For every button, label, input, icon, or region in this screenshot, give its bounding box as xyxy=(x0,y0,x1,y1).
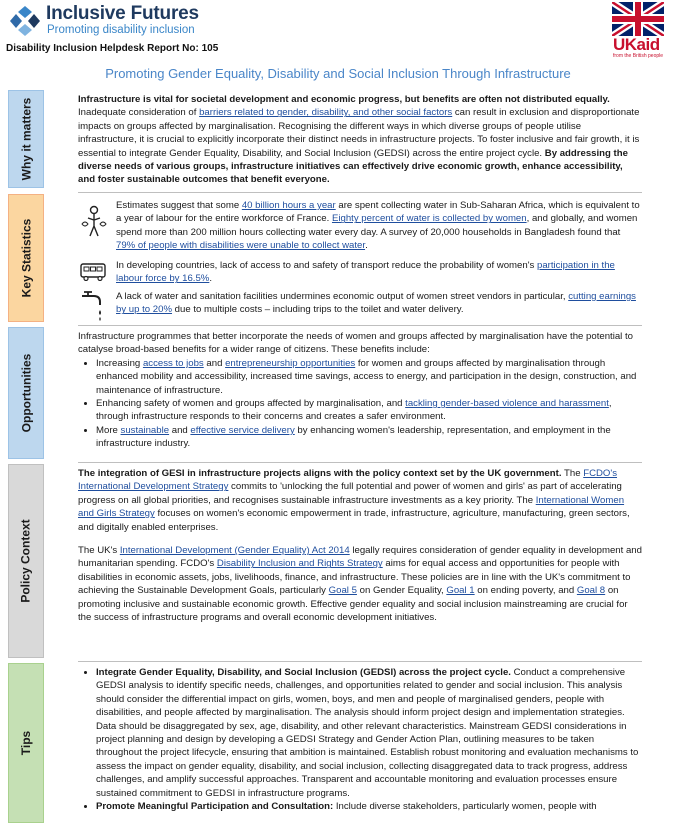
tab-opportunities xyxy=(8,327,44,459)
water-collector-icon xyxy=(80,204,108,238)
link-disability-rights-strategy[interactable]: Disability Inclusion and Rights Strategy xyxy=(216,558,383,570)
section-divider xyxy=(78,325,642,326)
list-item: • Promote Meaningful Participation and Consultation: Include diverse stakeholders, particularly women, people with xyxy=(96,800,642,811)
tab-policy-context xyxy=(8,464,44,658)
link-79-percent[interactable]: 79% of people with disabilities were unable to collect water xyxy=(116,240,366,252)
page-header xyxy=(0,0,676,60)
link-fcdo-strategy[interactable]: FCDO's International Development Strategy xyxy=(78,468,618,493)
link-effective-service-delivery[interactable]: effective service delivery xyxy=(190,424,295,436)
list-item: • Enhancing safety of women and groups affected by marginalisation, and tackling gender-based violence and harassment, through infrastructure responds to their concerns and creates a safer environment. xyxy=(96,397,642,424)
link-goal-1[interactable]: Goal 1 xyxy=(446,585,475,597)
list-item: • Integrate Gender Equality, Disability, and Social Inclusion (GEDSI) across the project cycle. Conduct a comprehensive GEDSI analysis to identify specific needs, challenges, and opportunities related to gender and social inclusion. This analysis should consider the differential impact on girls, women, boys, and men and people of marginalised genders, people with disabilities, and people affected by marginalisation. The analysis should inform project design and implementation strategies. Data should be disaggregated by sex, age, disability, and other relevant characteristics. Mainstream GEDSI considerations in project planning and design by developing a GEDSI Strategy and Gender Action Plan, outlining measures to be taken throughout the project lifecycle, ensuring that ambition is maintained. Establish robust monitoring and evaluation mechanisms to assess the impact on gender equality, disability, and social inclusion, collecting disaggregated data to track progress, address challenges, and amplify successful approaches. Transparent and accountable monitoring and evaluation processes ensure sustained commitment to GEDSI in infrastructure programs. xyxy=(96,666,642,800)
link-cutting-earnings-20[interactable]: cutting earnings by up to 20% xyxy=(116,291,636,316)
link-40-billion-hours[interactable]: 40 billion hours a year xyxy=(241,200,336,211)
link-goal-5[interactable]: Goal 5 xyxy=(328,585,357,597)
tab-label: Opportunities xyxy=(19,353,34,433)
tab-label: Tips xyxy=(18,730,33,756)
why-conclusion: By addressing the diverse needs of various groups, infrastructure initiatives can effectively drive economic growth, enhance accessibility, and foster sustainable outcomes that benefit everyone. xyxy=(78,147,628,186)
link-eighty-percent[interactable]: Eighty percent of water is collected by women xyxy=(331,213,527,225)
link-barriers[interactable]: barriers related to gender, disability, and other social factors xyxy=(199,107,453,119)
link-entrepreneurship[interactable]: entrepreneurship opportunities xyxy=(225,357,356,369)
tips-section xyxy=(78,666,642,811)
tab-label: Why it matters xyxy=(19,97,33,181)
brand-tagline: Promoting disability inclusion xyxy=(47,24,195,36)
link-women-girls-strategy[interactable]: International Women and Girls Strategy xyxy=(78,494,625,520)
link-sustainable[interactable]: sustainable xyxy=(120,424,170,436)
section-divider xyxy=(78,661,642,662)
why-it-matters-section: Infrastructure is vital for societal development and economic progress, but benefits are often not distributed equally. Inadequate consideration of barriers related to gender, disability, and other social factors can result in exclusion and disproportionate impacts on groups affected by marginalisation. Recognising the different ways in which diverse groups of people utilise infrastructure, it is crucial to explicitly incorporate their distinct needs in infrastructure projects. To foster inclusive and fair growth, it is essential to integrate Gender Equality, Disability, and Social Inclusion (GEDSI) across the entire project cycle. By addressing the diverse needs of various groups, infrastructure initiatives can effectively drive economic growth, enhance accessibility, and foster sustainable outcomes that benefit everyone. xyxy=(78,94,640,186)
policy-paragraph-1: The integration of GESI in infrastructure projects aligns with the policy context set by the UK government. The FCDO's International Development Strategy commits to 'unlocking the full potential and power of women and girls' as part of accelerating progress on all global priorities, and recognises sustainable infrastructure investments as a key priority. The International Women and Girls Strategy focuses on women's economic empowerment in trade, infrastructure, agriculture, manufacturing, green sectors, and digitally enabled enterprises. xyxy=(78,468,630,533)
section-divider xyxy=(78,462,642,463)
list-item: • Increasing access to jobs and entrepreneurship opportunities for women and groups affected by marginalisation through enhanced mobility and accessibility, increased time savings, access to energy, and participation in the design, construction, and maintenance of infrastructure. xyxy=(96,357,642,397)
tab-why-it-matters xyxy=(8,90,44,188)
report-number: Disability Inclusion Helpdesk Report No: 105 xyxy=(6,43,219,54)
ukaid-wordmark: UKaid xyxy=(613,35,660,54)
brand-name: Inclusive Futures xyxy=(46,3,199,24)
link-labour-force-16-5[interactable]: participation in the labour force by 16.5% xyxy=(116,260,615,285)
tab-label: Key Statistics xyxy=(19,218,34,298)
opportunities-intro: Infrastructure programmes that better incorporate the needs of women and groups affected by marginalisation have the potential to catalyse broad-based benefits for a wider range of citizens. These benefits include: xyxy=(78,331,633,356)
page-title: Promoting Gender Equality, Disability and Social Inclusion Through Infrastructure xyxy=(105,66,571,81)
why-lead: Infrastructure is vital for societal development and economic progress, but benefits are often not distributed equally. xyxy=(78,94,610,105)
link-goal-8[interactable]: Goal 8 xyxy=(576,585,606,597)
policy-context-section xyxy=(78,467,642,624)
list-item: • More sustainable and effective service delivery by enhancing women's leadership, representation, and employment in the infrastructure industry. xyxy=(96,424,642,451)
link-gbv-harassment[interactable]: tackling gender-based violence and harassment xyxy=(405,398,609,410)
tap-icon xyxy=(80,290,106,322)
stat-water-collection: Estimates suggest that some 40 billion hours a year are spent collecting water in Sub-Saharan Africa, which is equivalent to a year of labour for the entire workforce of France. Eighty percent of water is collected by women, and globally, and women spend more than 200 million hours collecting water every day. A survey of 20,000 households in Bangladesh found that 79% of people with disabilities were unable to collect water. xyxy=(116,200,640,252)
link-gender-equality-act[interactable]: International Development (Gender Equality) Act 2014 xyxy=(119,545,350,557)
union-flag-icon xyxy=(612,2,664,36)
ukaid-subtitle: from the British people xyxy=(613,53,664,59)
tab-key-statistics xyxy=(8,194,44,322)
inclusive-futures-logo xyxy=(8,4,42,38)
tab-label: Policy Context xyxy=(19,519,34,603)
policy-paragraph-2: The UK's International Development (Gender Equality) Act 2014 legally requires consideration of gender equality in development and humanitarian spending. FCDO's Disability Inclusion and Rights Strategy aims for equal access and opportunities for people with disabilities in economic assets, jobs, livelihoods, finance, and infrastructure. These policies are in line with the UK's commitment to achieving the Sustainable Development Goals, particularly Goal 5 on Gender Equality, Goal 1 on ending poverty, and Goal 8 on promoting inclusive and sustainable economic growth. Effective gender equality and social inclusion mainstreaming are crucial for the success of infrastructure programs and overall economic development initiatives. xyxy=(78,545,642,624)
opportunities-section xyxy=(78,330,642,451)
stat-transport: In developing countries, lack of access to and safety of transport reduce the probability of women's participation in the labour force by 16.5%. xyxy=(116,260,615,285)
section-divider xyxy=(78,192,642,193)
link-access-to-jobs[interactable]: access to jobs xyxy=(142,357,204,369)
bus-icon xyxy=(80,263,106,281)
tab-tips xyxy=(8,663,44,823)
stat-sanitation: A lack of water and sanitation facilities undermines economic output of women street vendors in particular, cutting earnings by up to 20% due to multiple costs – including trips to the toilet and water delivery. xyxy=(116,291,636,316)
